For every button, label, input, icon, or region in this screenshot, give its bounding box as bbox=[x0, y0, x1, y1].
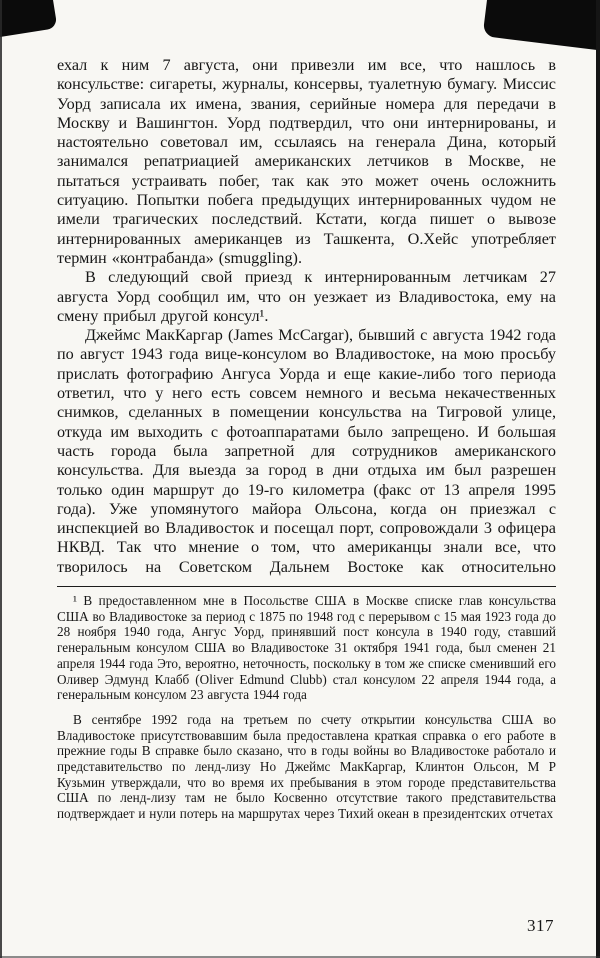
footnote: ¹ В предоставленном мне в Посольстве США в Москве списке глав консульства США во Владивостоке за период с 1875 по 1948 год с перерывом с 15 мая 1923 года до 28 ноября 1940 года, Ангус Уорд, принявший пост консула в 1940 году, ставший генеральным консулом США во Владивостоке 31 октября 1941 года, был сменен 21 апреля 1944 года Это, вероятно, неточность, поскольку в том же списке сменивший его Оливер Эдмунд Клабб (Oliver Edmund Clubb) стал консулом 22 апреля 1944 года, а генеральным консулом 23 августа 1944 года bbox=[57, 593, 556, 703]
scan-artifact-right-edge bbox=[596, 0, 600, 958]
paragraph: В следующий свой приезд к интернированным летчикам 27 августа Уорд сообщил им, что он уезжает из Владивостока, ему на смену прибыл другой консул¹. bbox=[57, 268, 556, 325]
scan-artifact-left-edge bbox=[0, 0, 2, 958]
scan-artifact-top-right bbox=[483, 0, 600, 52]
paragraph: Джеймс МакКаргар (James McCargar), бывший с августа 1942 года по август 1943 года вице-консулом во Владивостоке, на мою просьбу прислать фотографию Ангуса Уорда и еще какие-либо того периода ответил, что у него есть совсем немного и весьма некачественных снимков, сделанных в помещении консульства на Тигровой улице, откуда им выходить с фотоаппаратами было запрещено. И большая часть города была запретной для сотрудников американского консульства. Для выезда за город в дни отдыха им был разрешен только один маршрут до 19-го километра (факс от 13 апреля 1995 года). Уже упомянутого майора Ольсона, когда он приезжал с инспекцией во Владивосток и посещал порт, сопровождали 3 офицера НКВД. Так что мнение о том, что американцы знали все, что творилось на Советском Дальнем Востоке как относительно bbox=[57, 326, 556, 576]
page-number: 317 bbox=[527, 916, 554, 935]
page-body bbox=[57, 56, 556, 822]
paragraph-continuation: ехал к ним 7 августа, они привезли им все, что нашлось в консульстве: сигареты, журналы, консервы, туалетную бумагу. Миссис Уорд записала их имена, звания, серийные номера для передачи в Москву и Вашингтон. Уорд подтвердил, что они интернированы, и настоятельно советовал им, ссылаясь на генерала Дина, который занимался репатриацией американских летчиков в Москве, не пытаться устраивать побег, так как это может очень осложнить ситуацию. Попытки побега предыдущих интернированных чудом не имели трагических последствий. Кстати, когда пишет о вывозе интернированных американцев из Ташкента, О.Хейс употребляет термин «контрабанда» (smuggling). bbox=[57, 56, 556, 267]
footnote: В сентябре 1992 года на третьем по счету открытии консульства США во Владивостоке присутствовавшим была предоставлена краткая справка о его работе в прежние годы В справке было сказано, что в годы войны во Владивостоке работало и представительство по ленд-лизу Но Джеймс МакКаргар, Клинтон Ольсон, М Р Кузьмин утверждали, что во время их пребывания в этом городе представительства США по ленд-лизу там не было Косвенно отсутствие такого представительства подтверждает и нули потерь на маршрутах через Тихий океан в президентских отчетах bbox=[57, 711, 556, 822]
scan-artifact-top-left bbox=[0, 0, 57, 39]
footnote-separator bbox=[57, 586, 556, 587]
